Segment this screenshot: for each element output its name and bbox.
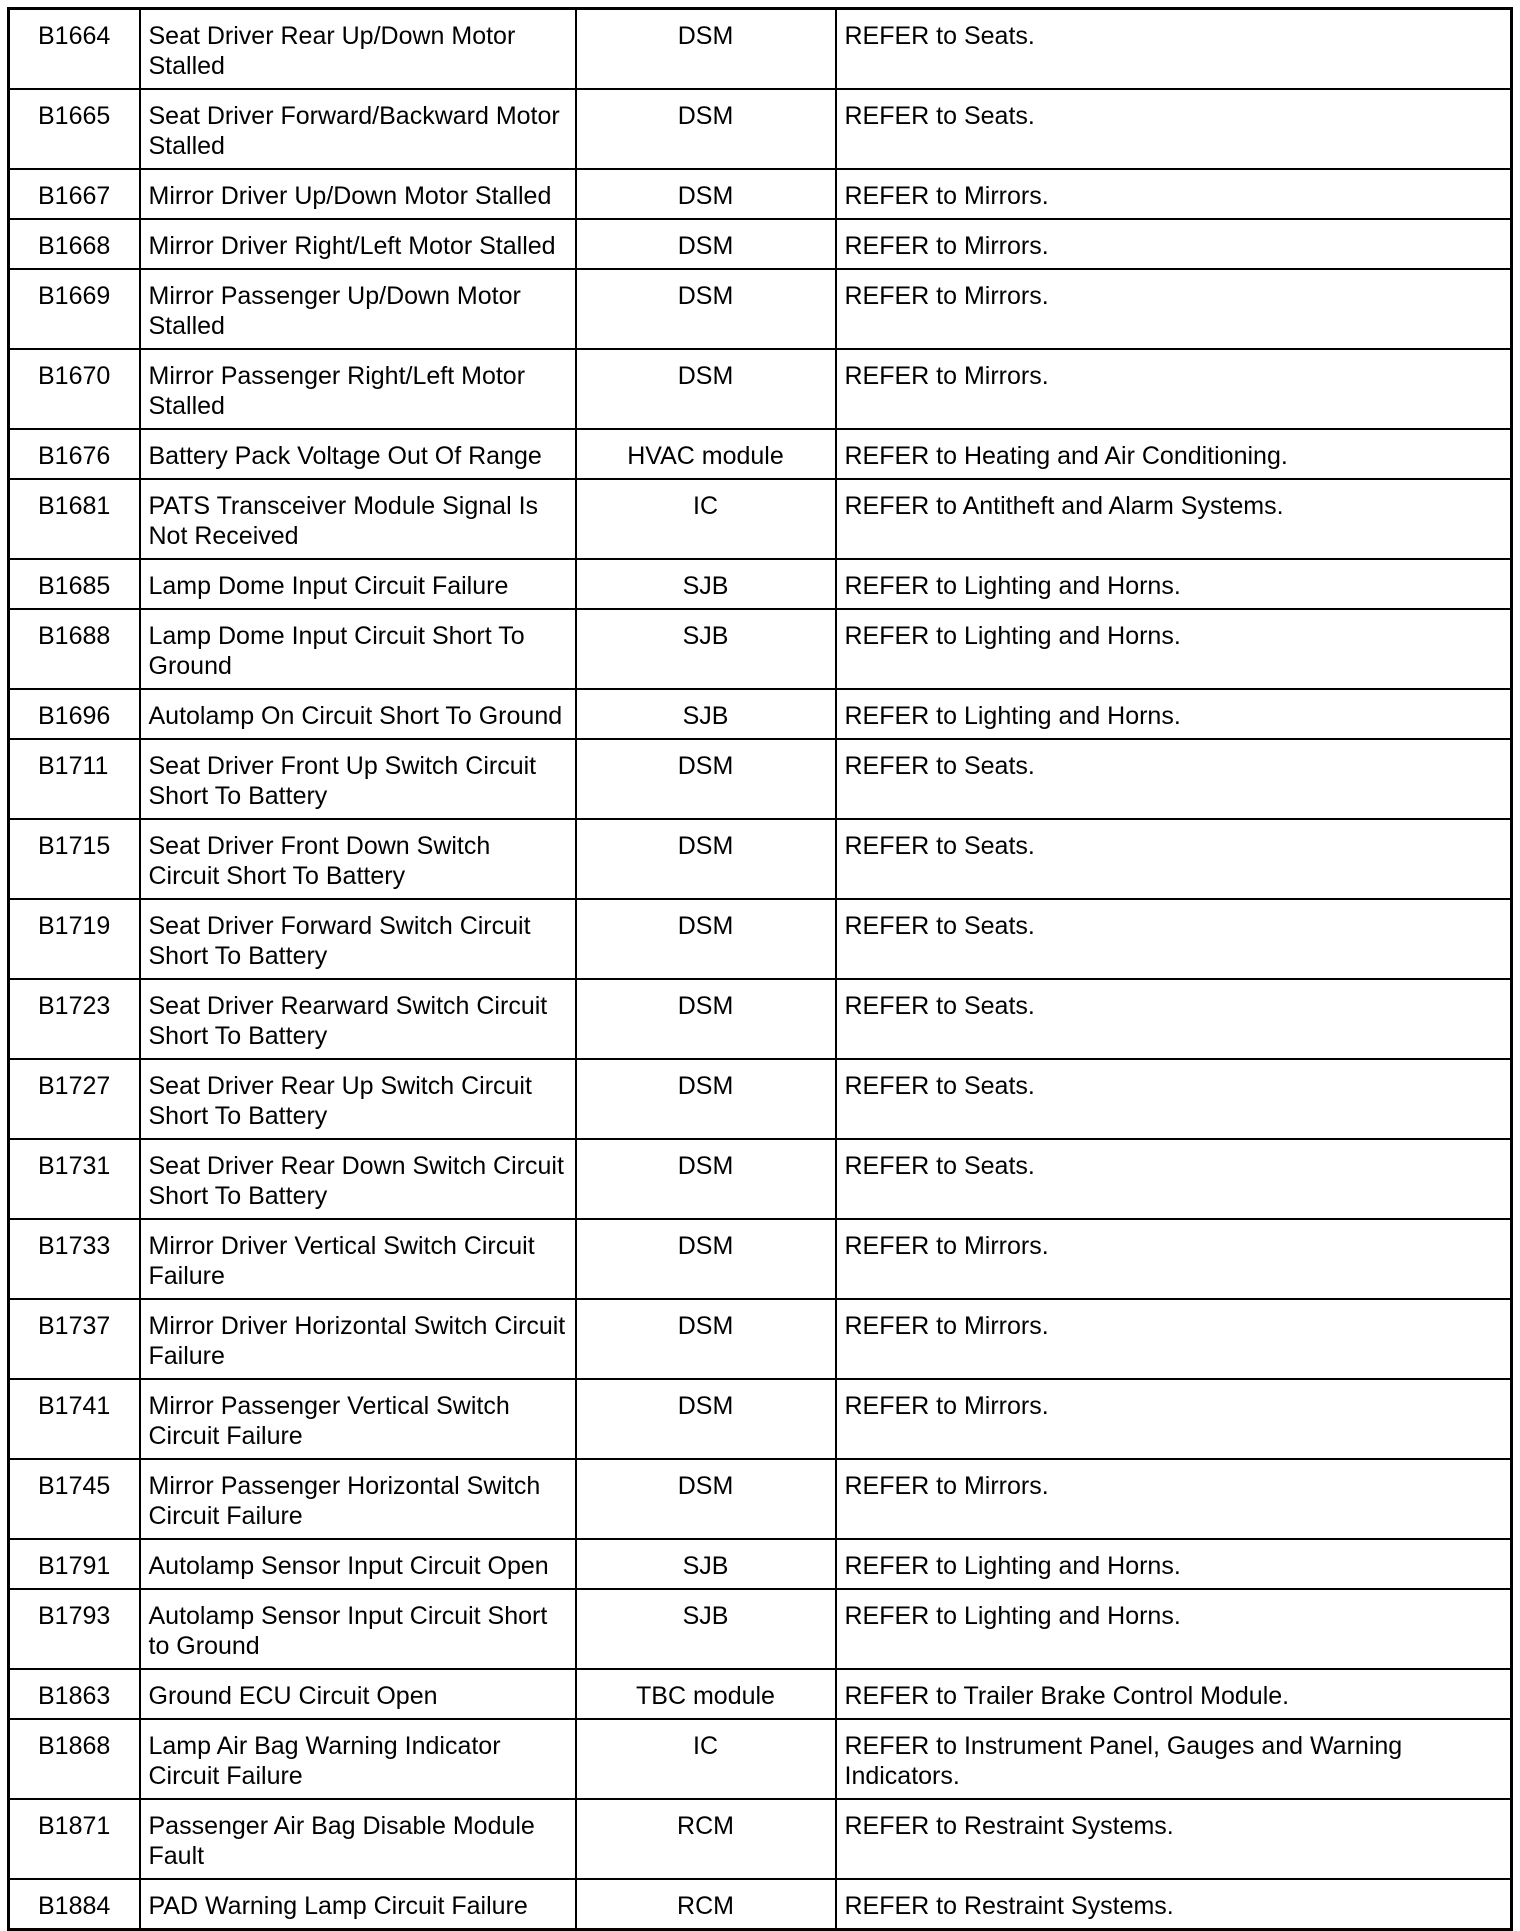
dtc-action-cell: REFER to Restraint Systems. <box>836 1879 1512 1930</box>
dtc-module-cell: SJB <box>576 1539 836 1589</box>
dtc-code-cell: B1711 <box>9 739 140 819</box>
dtc-module-cell: DSM <box>576 1299 836 1379</box>
dtc-action-cell: REFER to Seats. <box>836 819 1512 899</box>
dtc-module-cell: IC <box>576 479 836 559</box>
dtc-action-cell: REFER to Mirrors. <box>836 1459 1512 1539</box>
dtc-module-cell: SJB <box>576 1589 836 1669</box>
dtc-code-cell: B1665 <box>9 89 140 169</box>
dtc-action-cell: REFER to Trailer Brake Control Module. <box>836 1669 1512 1719</box>
table-row <box>9 9 1512 90</box>
dtc-description-cell: Passenger Air Bag Disable Module Fault <box>140 1799 576 1879</box>
dtc-code-cell: B1681 <box>9 479 140 559</box>
dtc-module-cell: DSM <box>576 219 836 269</box>
dtc-code-cell: B1715 <box>9 819 140 899</box>
dtc-description-cell: Ground ECU Circuit Open <box>140 1669 576 1719</box>
dtc-action-cell: REFER to Mirrors. <box>836 1219 1512 1299</box>
table-row <box>9 899 1512 979</box>
dtc-code-cell: B1741 <box>9 1379 140 1459</box>
table-row <box>9 1589 1512 1669</box>
dtc-code-cell: B1791 <box>9 1539 140 1589</box>
dtc-description-cell: Mirror Driver Horizontal Switch Circuit Failure <box>140 1299 576 1379</box>
dtc-description-cell: Seat Driver Rearward Switch Circuit Short To Battery <box>140 979 576 1059</box>
dtc-module-cell: DSM <box>576 169 836 219</box>
dtc-module-cell: RCM <box>576 1799 836 1879</box>
dtc-code-cell: B1668 <box>9 219 140 269</box>
dtc-description-cell: Battery Pack Voltage Out Of Range <box>140 429 576 479</box>
dtc-description-cell: Seat Driver Front Down Switch Circuit Short To Battery <box>140 819 576 899</box>
table-row <box>9 1539 1512 1589</box>
dtc-module-cell: DSM <box>576 1139 836 1219</box>
table-row <box>9 1879 1512 1930</box>
dtc-description-cell: Seat Driver Rear Up/Down Motor Stalled <box>140 9 576 90</box>
table-row <box>9 1799 1512 1879</box>
dtc-action-cell: REFER to Mirrors. <box>836 219 1512 269</box>
dtc-module-cell: TBC module <box>576 1669 836 1719</box>
dtc-code-cell: B1731 <box>9 1139 140 1219</box>
dtc-description-cell: Lamp Dome Input Circuit Failure <box>140 559 576 609</box>
dtc-module-cell: DSM <box>576 269 836 349</box>
dtc-description-cell: Seat Driver Rear Up Switch Circuit Short To Battery <box>140 1059 576 1139</box>
dtc-module-cell: DSM <box>576 1059 836 1139</box>
dtc-code-cell: B1868 <box>9 1719 140 1799</box>
dtc-description-cell: Mirror Driver Vertical Switch Circuit Failure <box>140 1219 576 1299</box>
dtc-action-cell: REFER to Mirrors. <box>836 269 1512 349</box>
table-row <box>9 979 1512 1059</box>
dtc-description-cell: Mirror Passenger Vertical Switch Circuit Failure <box>140 1379 576 1459</box>
dtc-action-cell: REFER to Lighting and Horns. <box>836 559 1512 609</box>
dtc-code-cell: B1727 <box>9 1059 140 1139</box>
dtc-code-cell: B1745 <box>9 1459 140 1539</box>
table-row <box>9 1719 1512 1799</box>
table-row <box>9 1139 1512 1219</box>
dtc-description-cell: Seat Driver Front Up Switch Circuit Short To Battery <box>140 739 576 819</box>
dtc-module-cell: DSM <box>576 739 836 819</box>
dtc-module-cell: SJB <box>576 689 836 739</box>
dtc-description-cell: Mirror Passenger Horizontal Switch Circuit Failure <box>140 1459 576 1539</box>
dtc-module-cell: SJB <box>576 609 836 689</box>
table-row <box>9 349 1512 429</box>
dtc-action-cell: REFER to Seats. <box>836 89 1512 169</box>
dtc-description-cell: PAD Warning Lamp Circuit Failure <box>140 1879 576 1930</box>
table-row <box>9 1059 1512 1139</box>
dtc-action-cell: REFER to Mirrors. <box>836 1299 1512 1379</box>
dtc-description-cell: Autolamp On Circuit Short To Ground <box>140 689 576 739</box>
dtc-module-cell: DSM <box>576 1459 836 1539</box>
dtc-code-cell: B1669 <box>9 269 140 349</box>
dtc-code-cell: B1737 <box>9 1299 140 1379</box>
table-row <box>9 819 1512 899</box>
dtc-description-cell: Seat Driver Rear Down Switch Circuit Short To Battery <box>140 1139 576 1219</box>
dtc-table <box>7 7 1513 1931</box>
dtc-code-cell: B1723 <box>9 979 140 1059</box>
dtc-code-cell: B1884 <box>9 1879 140 1930</box>
dtc-module-cell: DSM <box>576 89 836 169</box>
dtc-description-cell: Autolamp Sensor Input Circuit Short to Ground <box>140 1589 576 1669</box>
dtc-action-cell: REFER to Instrument Panel, Gauges and Warning Indicators. <box>836 1719 1512 1799</box>
dtc-action-cell: REFER to Antitheft and Alarm Systems. <box>836 479 1512 559</box>
dtc-description-cell: Lamp Dome Input Circuit Short To Ground <box>140 609 576 689</box>
dtc-module-cell: HVAC module <box>576 429 836 479</box>
dtc-module-cell: DSM <box>576 899 836 979</box>
dtc-description-cell: Seat Driver Forward Switch Circuit Short To Battery <box>140 899 576 979</box>
dtc-code-cell: B1696 <box>9 689 140 739</box>
dtc-module-cell: DSM <box>576 349 836 429</box>
dtc-code-cell: B1719 <box>9 899 140 979</box>
dtc-module-cell: DSM <box>576 979 836 1059</box>
dtc-code-cell: B1676 <box>9 429 140 479</box>
dtc-module-cell: DSM <box>576 1219 836 1299</box>
dtc-action-cell: REFER to Seats. <box>836 739 1512 819</box>
dtc-description-cell: Mirror Passenger Up/Down Motor Stalled <box>140 269 576 349</box>
dtc-action-cell: REFER to Mirrors. <box>836 349 1512 429</box>
table-row <box>9 219 1512 269</box>
table-row <box>9 479 1512 559</box>
dtc-table-body <box>9 9 1512 1930</box>
dtc-action-cell: REFER to Seats. <box>836 1139 1512 1219</box>
dtc-action-cell: REFER to Restraint Systems. <box>836 1799 1512 1879</box>
dtc-module-cell: DSM <box>576 819 836 899</box>
table-row <box>9 609 1512 689</box>
table-row <box>9 429 1512 479</box>
dtc-action-cell: REFER to Mirrors. <box>836 169 1512 219</box>
dtc-action-cell: REFER to Seats. <box>836 9 1512 90</box>
table-row <box>9 1669 1512 1719</box>
dtc-module-cell: SJB <box>576 559 836 609</box>
table-row <box>9 739 1512 819</box>
table-row <box>9 89 1512 169</box>
dtc-code-cell: B1793 <box>9 1589 140 1669</box>
dtc-description-cell: Autolamp Sensor Input Circuit Open <box>140 1539 576 1589</box>
dtc-description-cell: Lamp Air Bag Warning Indicator Circuit Failure <box>140 1719 576 1799</box>
table-row <box>9 169 1512 219</box>
table-row <box>9 689 1512 739</box>
table-row <box>9 1219 1512 1299</box>
dtc-action-cell: REFER to Lighting and Horns. <box>836 1539 1512 1589</box>
dtc-code-cell: B1664 <box>9 9 140 90</box>
dtc-code-cell: B1863 <box>9 1669 140 1719</box>
dtc-code-cell: B1670 <box>9 349 140 429</box>
dtc-description-cell: Mirror Driver Right/Left Motor Stalled <box>140 219 576 269</box>
dtc-description-cell: Mirror Passenger Right/Left Motor Stalled <box>140 349 576 429</box>
table-row <box>9 1459 1512 1539</box>
dtc-module-cell: DSM <box>576 9 836 90</box>
dtc-code-cell: B1667 <box>9 169 140 219</box>
table-row <box>9 1299 1512 1379</box>
dtc-module-cell: DSM <box>576 1379 836 1459</box>
dtc-description-cell: Seat Driver Forward/Backward Motor Stalled <box>140 89 576 169</box>
dtc-module-cell: IC <box>576 1719 836 1799</box>
dtc-description-cell: Mirror Driver Up/Down Motor Stalled <box>140 169 576 219</box>
dtc-action-cell: REFER to Seats. <box>836 899 1512 979</box>
dtc-description-cell: PATS Transceiver Module Signal Is Not Received <box>140 479 576 559</box>
dtc-code-cell: B1733 <box>9 1219 140 1299</box>
dtc-action-cell: REFER to Lighting and Horns. <box>836 689 1512 739</box>
dtc-action-cell: REFER to Heating and Air Conditioning. <box>836 429 1512 479</box>
dtc-action-cell: REFER to Lighting and Horns. <box>836 1589 1512 1669</box>
table-row <box>9 269 1512 349</box>
dtc-code-cell: B1871 <box>9 1799 140 1879</box>
dtc-module-cell: RCM <box>576 1879 836 1930</box>
dtc-code-cell: B1688 <box>9 609 140 689</box>
dtc-action-cell: REFER to Seats. <box>836 1059 1512 1139</box>
dtc-action-cell: REFER to Mirrors. <box>836 1379 1512 1459</box>
dtc-code-cell: B1685 <box>9 559 140 609</box>
dtc-action-cell: REFER to Lighting and Horns. <box>836 609 1512 689</box>
dtc-action-cell: REFER to Seats. <box>836 979 1512 1059</box>
table-row <box>9 559 1512 609</box>
table-row <box>9 1379 1512 1459</box>
